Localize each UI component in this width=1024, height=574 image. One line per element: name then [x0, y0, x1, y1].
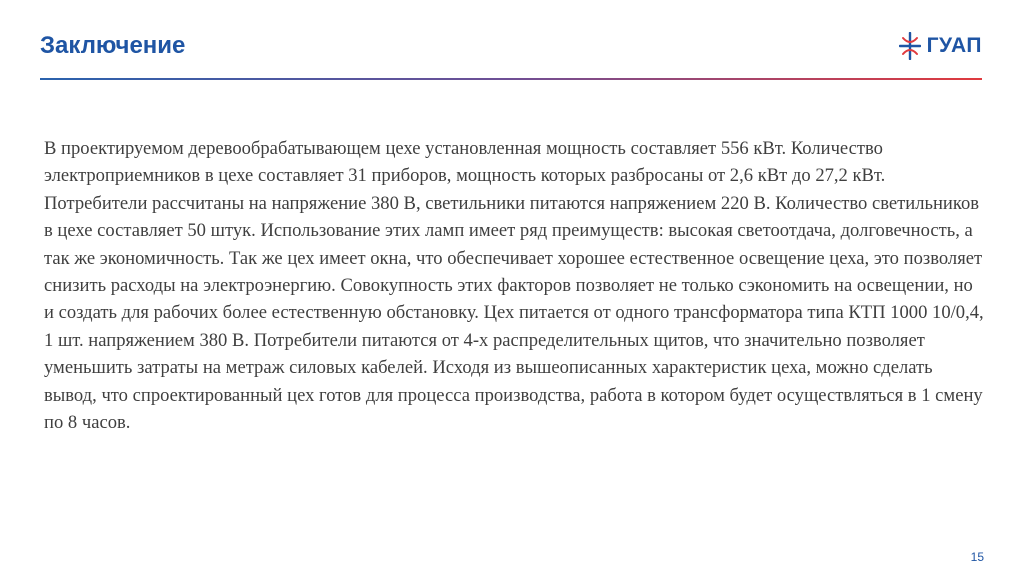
conclusion-paragraph: В проектируемом деревообрабатывающем цехе установленная мощность составляет 556 кВт. Количество электроприемников в цехе составляет 31 приборов, мощность которых разбросаны от 2,6 кВт до 27,2 кВт. Потребители рассчитаны на напряжение 380 В, светильники питаются напряжением 220 В. Количество светильников в цехе составляет 50 штук. Использование этих ламп имеет ряд преимуществ: высокая светоотдача, долговечность, а так же экономичность. Так же цех имеет окна, что обеспечивает хорошее естественное освещение цеха, это позволяет снизить расходы на электроэнергию. Совокупность этих факторов позволяет не только сэкономить на освещении, но и создать для рабочих более естественную обстановку. Цех питается от одного трансформатора типа КТП 1000 10/0,4, 1 шт. напряжением 380 В. Потребители питаются от 4-х распределительных щитов, что значительно позволяет уменьшить затраты на метраж силовых кабелей. Исходя из вышеописанных характеристик цеха, можно сделать вывод, что спроектированный цех готов для процесса производства, работа в котором будет осуществляться в 1 смену по 8 часов. — [44, 138, 984, 434]
guap-emblem-icon — [899, 32, 921, 60]
slide-title: Заключение — [40, 32, 186, 59]
guap-logo — [899, 30, 982, 62]
header-divider — [40, 78, 982, 80]
logo-text: ГУАП — [926, 34, 982, 57]
page-number: 15 — [970, 550, 984, 564]
